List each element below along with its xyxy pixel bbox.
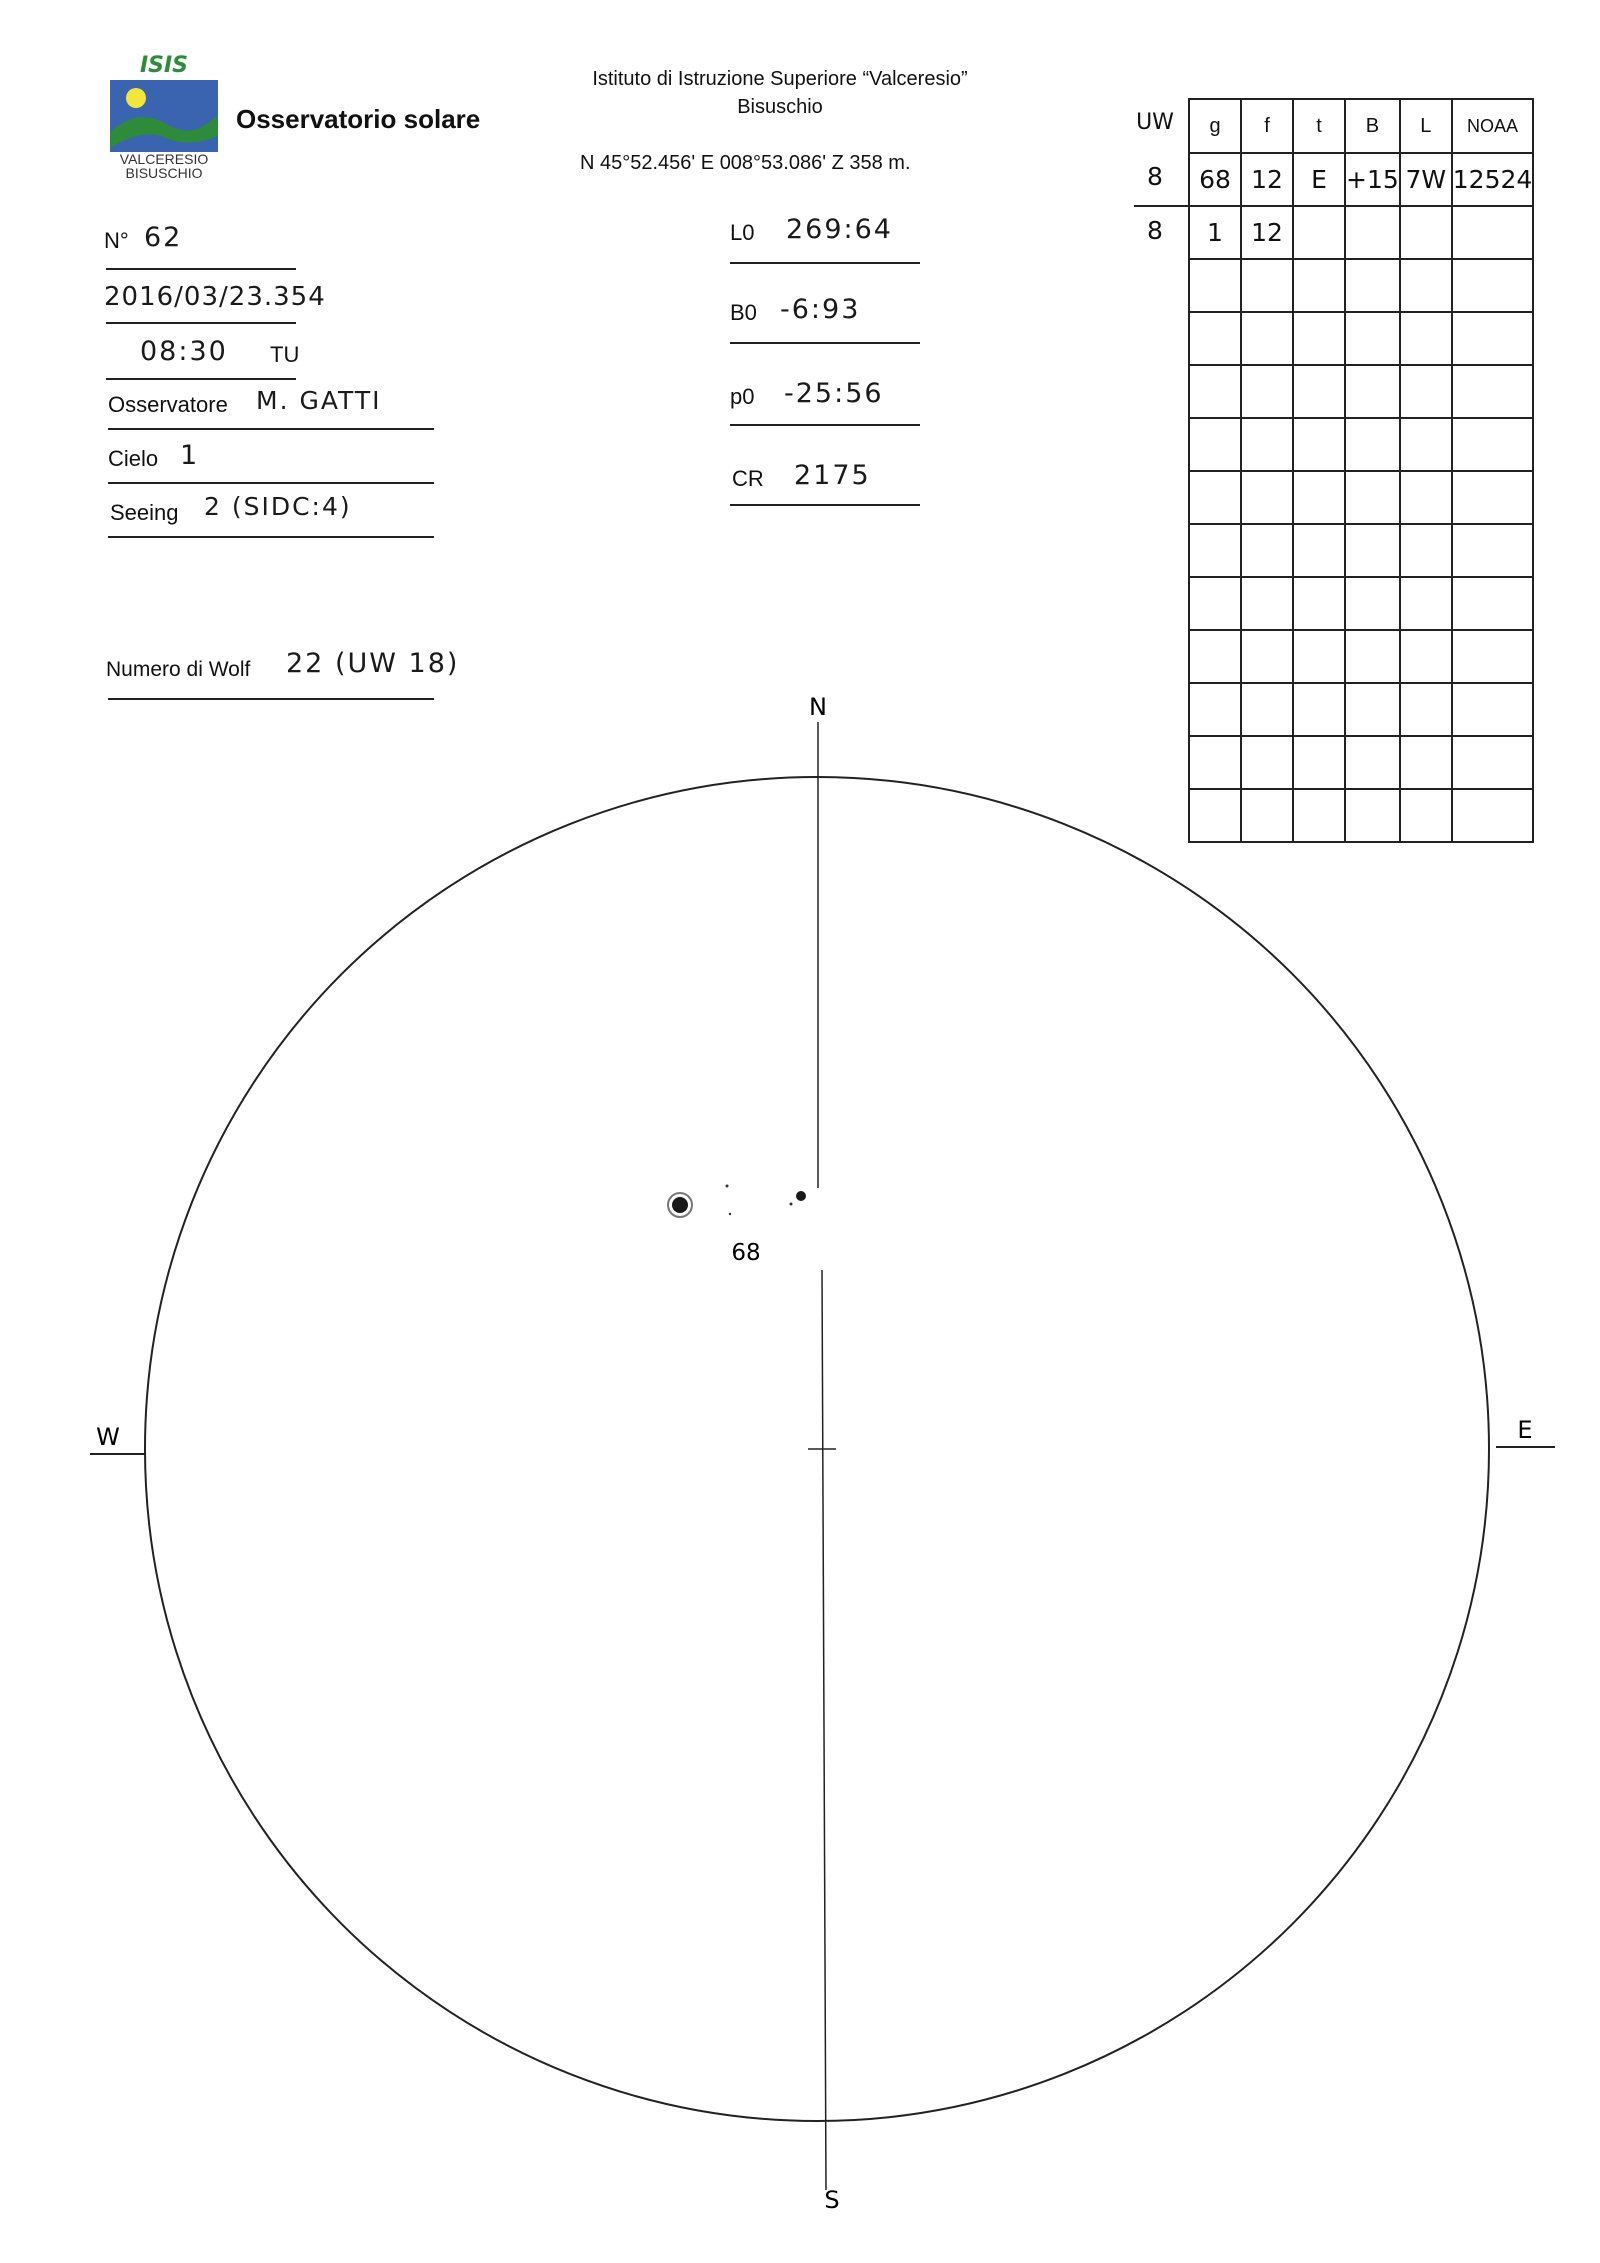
table-cell: +15 (1345, 153, 1400, 206)
time-unit: TU (270, 342, 300, 367)
site-coordinates: N 45°52.456' E 008°53.086' Z 358 m. (580, 152, 911, 174)
east-label: E (1517, 1416, 1533, 1444)
group-label: 68 (731, 1240, 761, 1266)
col-l: L (1400, 99, 1452, 153)
col-t: t (1293, 99, 1345, 153)
b0-label: B0 (730, 300, 757, 325)
number-label: N° (104, 228, 129, 253)
col-g: g (1189, 99, 1241, 153)
col-f: f (1241, 99, 1293, 153)
l0-value: 269:64 (786, 214, 893, 245)
south-label: S (824, 2186, 840, 2214)
wolf-value: 22 (UW 18) (286, 648, 460, 679)
sunspot (726, 1185, 729, 1188)
sunspot (790, 1203, 793, 1206)
observation-time: 08:30 (140, 336, 228, 367)
uw-header: UW (1136, 110, 1174, 135)
logo-caption: VALCERESIO BISUSCHIO (119, 151, 209, 181)
observer-name: M. GATTI (256, 386, 382, 415)
p0-value: -25:56 (784, 378, 884, 409)
observer-label: Osservatore (108, 392, 228, 417)
l0-label: L0 (730, 220, 755, 245)
observation-date: 2016/03/23.354 (104, 282, 326, 312)
sky-label: Cielo (108, 446, 159, 471)
table-cell: 12 (1241, 206, 1293, 259)
table-cell: 68 (1189, 153, 1241, 206)
wolf-label: Numero di Wolf (106, 658, 251, 681)
seeing-label: Seeing (110, 500, 179, 525)
b0-value: -6:93 (780, 294, 861, 325)
uw-row-1: 8 (1147, 162, 1163, 191)
page-title: Osservatorio solare (236, 104, 481, 134)
sunspot (796, 1191, 806, 1201)
table-cell: 12 (1241, 153, 1293, 206)
cr-label: CR (732, 466, 764, 491)
observation-number: 62 (144, 222, 183, 253)
table-cell: 7W (1400, 153, 1452, 206)
institute-name: Istituto di Istruzione Superiore “Valceresio” (592, 68, 968, 90)
west-label: W (96, 1423, 120, 1451)
col-noaa: NOAA (1452, 99, 1534, 153)
seeing-value: 2 (SIDC:4) (204, 492, 352, 521)
sky-value: 1 (180, 440, 200, 471)
table-cell: E (1293, 153, 1345, 206)
cr-value: 2175 (794, 460, 871, 491)
sunspot (729, 1213, 731, 1215)
institute-town: Bisuschio (737, 96, 823, 118)
col-b: B (1345, 99, 1400, 153)
svg-text:ISIS: ISIS (139, 53, 189, 78)
p0-label: p0 (730, 384, 755, 409)
axis-south (822, 1270, 826, 2190)
uw-row-2: 8 (1147, 216, 1163, 245)
sunspot (672, 1197, 688, 1213)
table-cell: 1 (1189, 206, 1241, 259)
north-label: N (809, 693, 827, 721)
table-cell: 12524 (1452, 153, 1534, 206)
